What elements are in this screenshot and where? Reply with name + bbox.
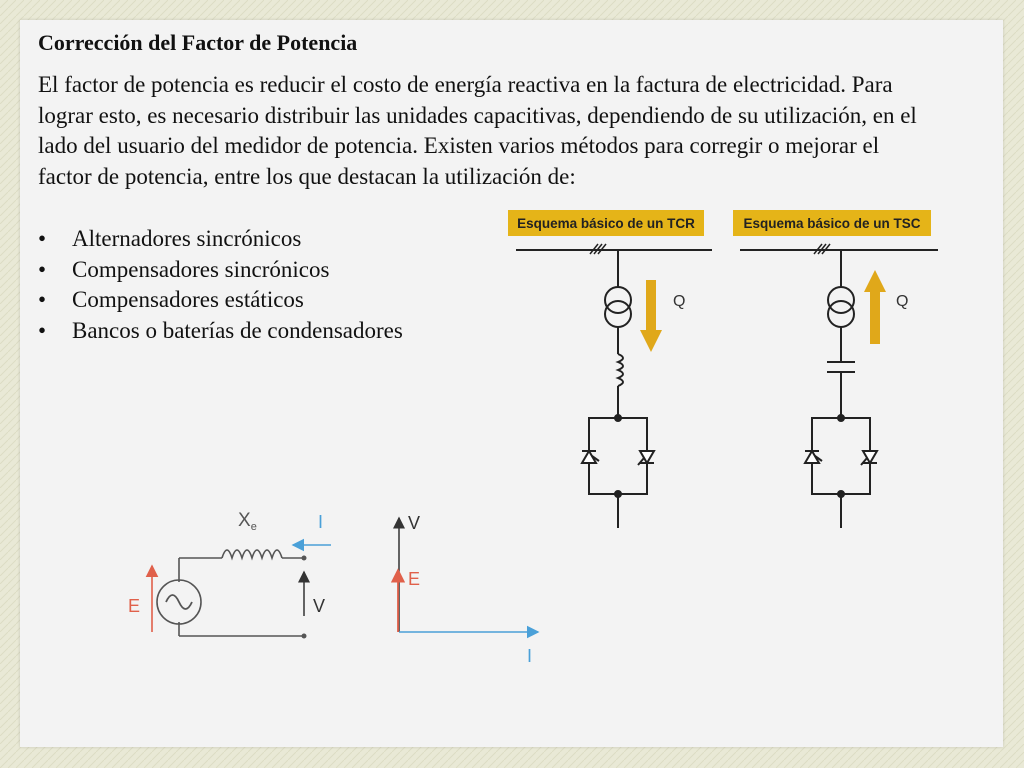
bullet-icon: • (38, 256, 47, 282)
tsc-q-arrow-icon (864, 270, 886, 344)
phasor-diagram (398, 513, 538, 666)
tcr-q-arrow-icon (640, 280, 662, 352)
emf-label: E (128, 596, 141, 616)
tcr-transformer-icon (605, 287, 631, 327)
bullet-icon: • (38, 317, 47, 343)
slide-title: Corrección del Factor de Potencia (38, 30, 358, 55)
tcr-diagram (516, 244, 712, 528)
current-label: I (318, 512, 324, 532)
bullet-icon: • (38, 287, 47, 312)
list-item-label: Bancos o baterías de condensadores (72, 317, 403, 343)
phasor-e-label: E (408, 569, 421, 589)
reactance-label (238, 510, 257, 533)
list-item-label: Alternadores sincrónicos (72, 226, 302, 251)
tcr-diagram-label: Esquema básico de un TCR (508, 210, 704, 236)
inductor-coil-icon (222, 550, 282, 558)
tsc-diagram-label: Esquema básico de un TSC (733, 210, 931, 236)
bullet-icon: • (38, 226, 47, 251)
tcr-thyristor-bridge (589, 418, 647, 494)
tsc-transformer-icon (828, 287, 854, 327)
tsc-thyristor-bridge (812, 418, 870, 494)
tcr-thyristor-right-icon (638, 451, 654, 465)
reactance-subscript: e (250, 521, 257, 533)
phasor-v-label: V (408, 513, 421, 533)
list-item-label: Compensadores estáticos (72, 287, 304, 312)
tcr-reactor-icon (618, 354, 623, 386)
circuit-diagram (128, 510, 331, 639)
list-item-label: Compensadores sincrónicos (72, 256, 330, 282)
tsc-thyristor-right-icon (861, 451, 877, 465)
voltage-label: V (313, 596, 326, 616)
tsc-diagram (740, 244, 938, 528)
tsc-thyristor-left-icon (805, 451, 822, 463)
tsc-q-label: Q (896, 293, 909, 310)
tsc-capacitor-icon (827, 362, 855, 372)
reactance-symbol: X (238, 510, 251, 531)
tcr-thyristor-left-icon (582, 451, 599, 463)
tcr-q-label: Q (673, 293, 686, 310)
phasor-i-label: I (527, 646, 533, 666)
body-paragraph: El factor de potencia es reducir el costo de energía reactiva en la factura de electricidad. Para lograr esto, es necesario distribuir las unidades capacitivas, dependiendo de su utilización, en el lado del usuario del medidor de potencia. Existen varios métodos para corregir o mejorar el factor de potencia, entre los que destacan la utilización de: (38, 72, 917, 189)
